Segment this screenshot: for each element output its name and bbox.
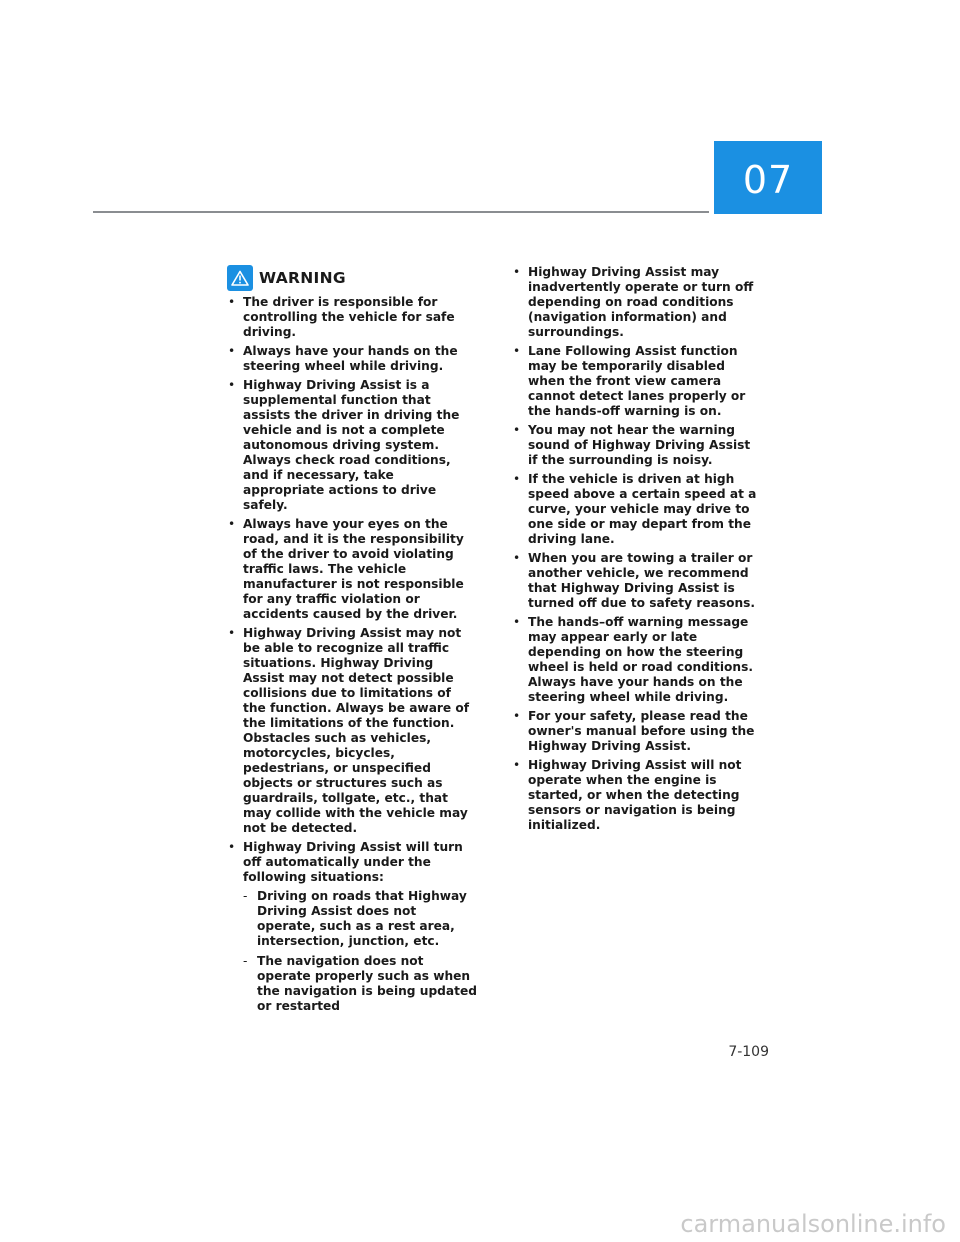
- list-item: • The hands–off warning message may appear early or late depending on how the steering wheel is held or road conditions. Always have your hands on the steering wheel while driving.: [512, 615, 762, 705]
- chapter-tab: [714, 141, 822, 214]
- header-rule: [93, 211, 709, 213]
- list-item-text: Highway Driving Assist will turn off automatically under the following situations:: [243, 840, 463, 884]
- list-item: • Highway Driving Assist will not operate when the engine is started, or when the detecting sensors or navigation is being initialized.: [512, 758, 762, 833]
- sub-list: [243, 889, 477, 1014]
- warning-heading: [227, 265, 477, 291]
- list-item: • Always have your hands on the steering wheel while driving.: [227, 344, 477, 374]
- chapter-number: 07: [742, 157, 794, 202]
- warning-title: WARNING: [259, 268, 346, 287]
- list-item-with-subitems: [227, 840, 477, 1014]
- warning-list-right: [512, 265, 762, 833]
- list-item: • If the vehicle is driven at high speed above a certain speed at a curve, your vehicle may drive to one side or may depart from the driving lane.: [512, 472, 762, 547]
- list-item: • For your safety, please read the owner's manual before using the Highway Driving Assist.: [512, 709, 762, 754]
- sub-list-item: - The navigation does not operate properly such as when the navigation is being updated or restarted: [243, 954, 477, 1014]
- list-item: • Always have your eyes on the road, and it is the responsibility of the driver to avoid violating traffic laws. The vehicle manufacturer is not responsible for any traffic violation or accidents caused by the driver.: [227, 517, 477, 622]
- page-number: 7-109: [728, 1044, 769, 1060]
- list-item: • When you are towing a trailer or another vehicle, we recommend that Highway Driving Assist is turned off due to safety reasons.: [512, 551, 762, 611]
- list-item: • Highway Driving Assist may inadvertently operate or turn off depending on road conditions (navigation information) and surroundings.: [512, 265, 762, 340]
- list-item: • Highway Driving Assist is a supplemental function that assists the driver in driving the vehicle and is not a complete autonomous driving system. Always check road conditions, and if necessary, take appropriate actions to drive safely.: [227, 378, 477, 513]
- list-item: • The driver is responsible for controlling the vehicle for safe driving.: [227, 295, 477, 340]
- warning-list-left: [227, 295, 477, 1014]
- watermark: carmanualsonline.info: [680, 1210, 946, 1238]
- sub-list-item: - Driving on roads that Highway Driving Assist does not operate, such as a rest area, intersection, junction, etc.: [243, 889, 477, 949]
- list-item: • You may not hear the warning sound of Highway Driving Assist if the surrounding is noisy.: [512, 423, 762, 468]
- left-column: [227, 265, 477, 1019]
- warning-triangle-icon: [227, 265, 253, 291]
- list-item: • Lane Following Assist function may be temporarily disabled when the front view camera cannot detect lanes properly or the hands-off warning is on.: [512, 344, 762, 419]
- list-item: • Highway Driving Assist may not be able to recognize all traffic situations. Highway Driving Assist may not detect possible collisions due to limitations of the function. Always be aware of the limitations of the function. Obstacles such as vehicles, motorcycles, bicycles, pedestrians, or unspecified objects or structures such as guardrails, tollgate, etc., that may collide with the vehicle may not be detected.: [227, 626, 477, 836]
- right-column: [512, 265, 762, 837]
